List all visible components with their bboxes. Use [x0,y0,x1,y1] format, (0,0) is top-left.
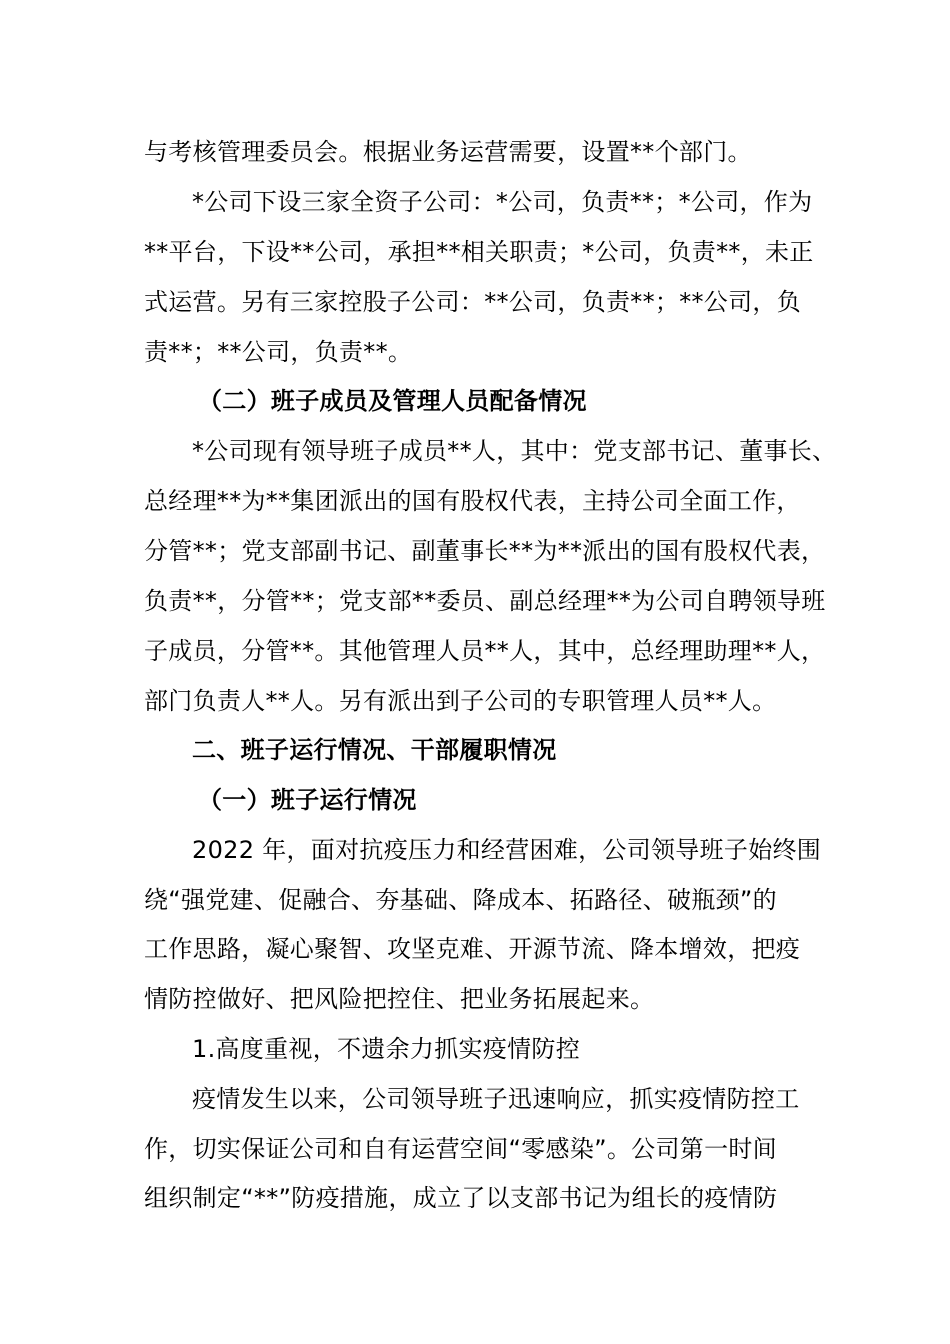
body-text-line: 情防控做好、把风险把控住、把业务拓展起来。 [144,985,655,1013]
subsection-heading: （一）班子运行情况 [198,786,417,814]
numbered-heading: 1.高度重视，不遗余力抓实疫情防控 [192,1035,580,1063]
body-text-line: 疫情发生以来，公司领导班子迅速响应，抓实疫情防控工 [192,1085,800,1113]
body-text-line: 责**；**公司，负责**。 [144,338,413,366]
body-text-line: **平台，下设**公司，承担**相关职责；*公司，负责**，未正 [144,238,814,266]
body-text-line: 与考核管理委员会。根据业务运营需要，设置**个部门。 [144,138,752,166]
body-text-line: 总经理**为**集团派出的国有股权代表，主持公司全面工作， [144,487,801,515]
body-text-line: 作，切实保证公司和自有运营空间“零感染”。公司第一时间 [144,1135,777,1163]
section-heading: 二、班子运行情况、干部履职情况 [192,736,557,764]
body-text-line: 式运营。另有三家控股子公司：**公司，负责**；**公司，负 [144,288,801,316]
body-text-line: 负责**，分管**；党支部**委员、副总经理**为公司自聘领导班 [144,587,826,615]
subsection-heading: （二）班子成员及管理人员配备情况 [198,387,587,415]
body-text-line: 部门负责人**人。另有派出到子公司的专职管理人员**人。 [144,687,777,715]
body-text-line: *公司现有领导班子成员**人，其中：党支部书记、董事长、 [192,437,837,465]
body-text-line: 绕“强党建、促融合、夯基础、降成本、拓路径、破瓶颈”的 [144,886,777,914]
body-text-line: 工作思路，凝心聚智、攻坚克难、开源节流、降本增效，把疫 [144,935,801,963]
body-text-line: 分管**；党支部副书记、副董事长**为**派出的国有股权代表， [144,537,826,565]
body-text-line: 组织制定“**”防疫措施，成立了以支部书记为组长的疫情防 [144,1184,778,1212]
body-text-line: 2022 年，面对抗疫压力和经营困难，公司领导班子始终围 [192,836,822,864]
body-text-line: *公司下设三家全资子公司：*公司，负责**；*公司，作为 [192,188,813,216]
body-text-line: 子成员，分管**。其他管理人员**人，其中，总经理助理**人， [144,637,826,665]
